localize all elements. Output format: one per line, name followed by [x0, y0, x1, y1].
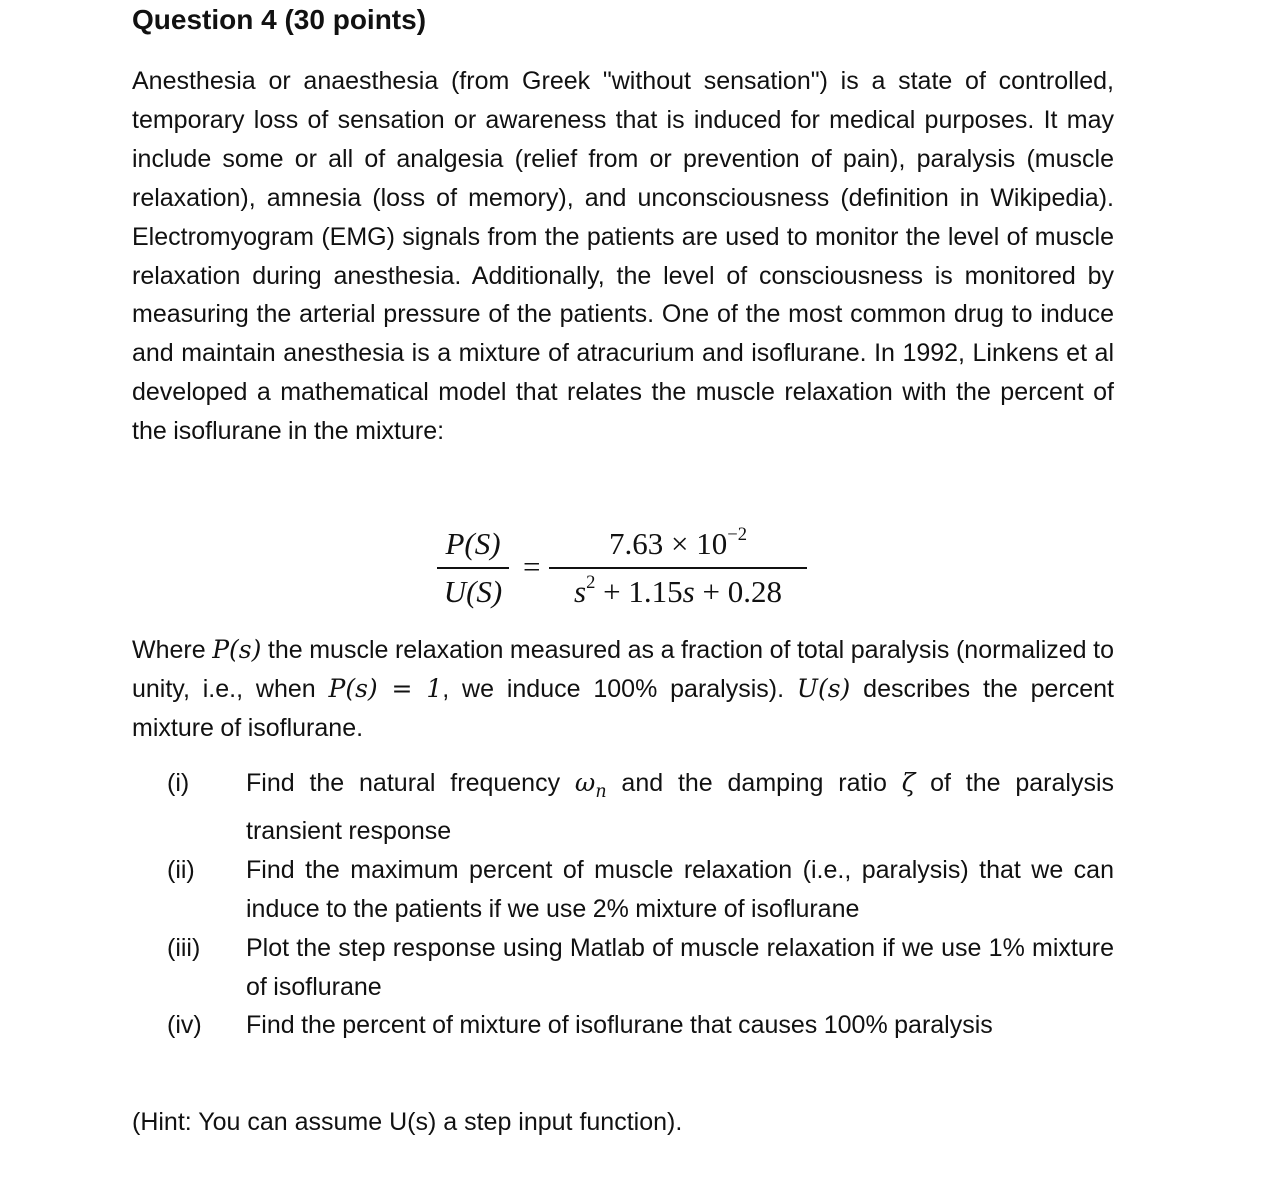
where-text-1: Where [132, 636, 213, 664]
lhs-fraction [437, 524, 509, 612]
list-item-text: Find the maximum percent of muscle relaxation (i.e., paralysis) that we can induce to the patients if we use 2% mixture of isoflurane [246, 855, 1114, 923]
where-paragraph [132, 631, 1114, 748]
rhs-den-exponent: 2 [586, 572, 596, 594]
question-list [167, 764, 1114, 1045]
intro-paragraph: Anesthesia or anaesthesia (from Greek "without sensation") is a state of controlled, temporary loss of sensation or awareness that is induced for medical purposes. It may include some or all of analgesia (relief from or prevention of pain), paralysis (muscle relaxation), amnesia (loss of memory), and unconsciousness (definition in Wikipedia). Electromyogram (EMG) signals from the patients are used to monitor the level of muscle relaxation during anesthesia. Additionally, the level of consciousness is monitored by measuring the arterial pressure of the patients. One of the most common drug to induce and maintain anesthesia is a mixture of atracurium and isoflurane. In 1992, Linkens et al developed a mathematical model that relates the muscle relaxation with the percent of the isoflurane in the mixture: [132, 67, 1114, 446]
list-item [167, 851, 1114, 929]
rhs-fraction [549, 524, 807, 612]
rhs-den-term2: + 0.28 [694, 574, 782, 609]
transfer-function-equation [437, 524, 817, 616]
omega-subscript: n [595, 782, 607, 802]
rhs-den-s2: s [682, 574, 695, 609]
list-marker: (ii) [167, 855, 195, 884]
where-math-p: P(s) [212, 635, 262, 664]
where-math-u: U(s) [796, 673, 851, 703]
rhs-den-s: s [574, 574, 587, 609]
rhs-fraction-bar [549, 567, 807, 569]
list-marker: (iii) [167, 933, 201, 962]
where-text-3: , we induce 100% paralysis). [442, 674, 797, 703]
list-item [167, 929, 1114, 1007]
rhs-den-term1: + 1.15 [595, 574, 683, 609]
where-math-p-equals-1: P(s) = 1 [328, 673, 443, 703]
item-text-part: and the damping ratio [606, 769, 902, 797]
zeta-symbol: ζ [901, 768, 916, 797]
rhs-numerator [549, 524, 807, 564]
where-text-4: describes the percent mixture of isoflurane. [132, 674, 1114, 742]
list-marker: (iv) [167, 1011, 202, 1040]
lhs-denominator: U(S) [443, 574, 503, 609]
list-item [167, 1006, 1114, 1045]
item-text-part: of the paralysis transient response [246, 769, 1114, 845]
rhs-denominator [549, 572, 807, 612]
rhs-numerator-exponent: −2 [727, 524, 748, 546]
omega-symbol: ω [574, 768, 596, 797]
hint-text: (Hint: You can assume U(s) a step input function). [132, 1108, 683, 1136]
list-item-text [246, 764, 1114, 851]
lhs-numerator: P(S) [445, 526, 501, 561]
equals-sign: = [523, 549, 541, 584]
question-title: Question 4 (30 points) [132, 4, 427, 35]
lhs-fraction-bar [437, 567, 509, 569]
where-text-2: the muscle relaxation measured as a fraction of total paralysis (normalized to unity, i.e., when [132, 636, 1114, 703]
list-marker: (i) [167, 769, 190, 797]
list-item-text: Find the percent of mixture of isoflurane that causes 100% paralysis [246, 1011, 993, 1040]
item-text-part: Find the natural frequency [246, 769, 575, 797]
list-item-text: Plot the step response using Matlab of muscle relaxation if we use 1% mixture of isoflurane [246, 933, 1114, 1001]
rhs-numerator-base: 7.63 × 10 [608, 526, 728, 561]
list-item [167, 764, 1114, 851]
